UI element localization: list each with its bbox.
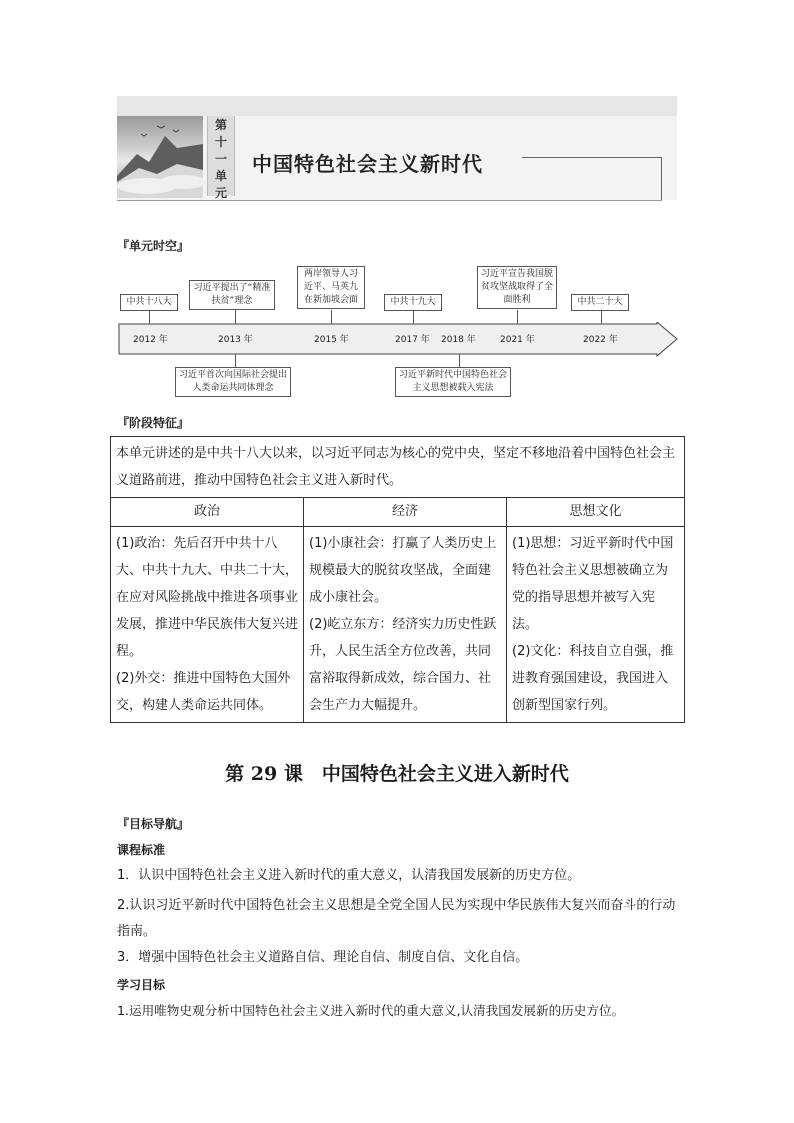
economy-cell: (1)小康社会：打赢了人类历史上规模最大的脱贫攻坚战，全面建成小康社会。 (2)屹立东方：经济实力历史性跃升，人民生活全方位改善，共同富裕取得新成效，综合国力、社会生产力大幅提升。 bbox=[304, 527, 507, 723]
mountain-image bbox=[117, 116, 203, 198]
timeline bbox=[117, 260, 682, 400]
event-box: 习近平提出了“精准扶贫”理念 bbox=[189, 280, 275, 310]
goal-item: 1.运用唯物史观分析中国特色社会主义进入新时代的重大意义,认清我国发展新的历史方位。 bbox=[117, 1003, 625, 1018]
tick bbox=[413, 310, 414, 324]
year-label: 2018 年 bbox=[441, 335, 476, 345]
tick bbox=[149, 310, 150, 324]
column-header-culture: 思想文化 bbox=[507, 498, 685, 527]
standard-item: 2.认识习近平新时代中国特色社会主义思想是全党全国人民为实现中华民族伟大复兴而奋斗的行动指南。 bbox=[117, 898, 676, 939]
tick bbox=[235, 310, 236, 324]
tick bbox=[459, 354, 460, 368]
unit-char: 十 bbox=[214, 135, 227, 149]
standard-item: 3．增强中国特色社会主义道路自信、理论自信、制度自信、文化自信。 bbox=[117, 950, 529, 965]
nav-heading: 『目标导航』 bbox=[117, 817, 190, 831]
title-rule bbox=[522, 157, 662, 158]
event-box: 习近平首次向国际社会提出人类命运共同体理念 bbox=[175, 367, 291, 397]
banner-bottom-rule bbox=[117, 200, 662, 201]
unit-char: 元 bbox=[214, 186, 227, 200]
year-label: 2013 年 bbox=[218, 335, 253, 345]
unit-char: 第 bbox=[214, 118, 227, 132]
timeline-heading: 『单元时空』 bbox=[117, 239, 190, 253]
event-box: 两岸领导人习近平、马英九在新加坡会面 bbox=[297, 266, 365, 309]
politics-cell: (1)政治：先后召开中共十八大、中共十九大、中共二十大，在应对风险挑战中推进各项事业发展，推进中华民族伟大复兴进程。 (2)外交：推进中国特色大国外交，构建人类命运共同体。 bbox=[111, 527, 304, 723]
year-label: 2015 年 bbox=[314, 335, 349, 345]
event-box: 习近平宣告我国脱贫攻坚战取得了全面胜利 bbox=[477, 266, 557, 309]
year-label: 2017 年 bbox=[395, 335, 430, 345]
tick bbox=[601, 310, 602, 324]
event-box: 中共二十大 bbox=[571, 294, 629, 311]
features-intro: 本单元讲述的是中共十八大以来，以习近平同志为核心的党中央，坚定不移地沿着中国特色社会主义道路前进，推动中国特色社会主义进入新时代。 bbox=[111, 437, 685, 498]
standard-heading: 课程标准 bbox=[117, 843, 166, 857]
goal-heading: 学习目标 bbox=[117, 978, 166, 992]
title-rule-vertical bbox=[661, 157, 662, 201]
event-box: 习近平新时代中国特色社会主义思想被载入宪法 bbox=[395, 367, 511, 397]
year-label: 2021 年 bbox=[500, 335, 535, 345]
column-header-economy: 经济 bbox=[304, 498, 507, 527]
lesson-title: 第 29 课 中国特色社会主义进入新时代 bbox=[225, 763, 569, 785]
unit-number-tab bbox=[207, 116, 235, 200]
event-box: 中共十九大 bbox=[384, 294, 442, 311]
tick bbox=[331, 310, 332, 324]
features-table bbox=[110, 436, 685, 723]
unit-char: 单 bbox=[214, 169, 227, 183]
event-box: 中共十八大 bbox=[120, 294, 178, 311]
unit-char: 一 bbox=[214, 152, 227, 166]
standard-item: 1．认识中国特色社会主义进入新时代的重大意义，认清我国发展新的历史方位。 bbox=[117, 868, 581, 883]
year-label: 2012 年 bbox=[133, 335, 168, 345]
banner-top-strip bbox=[117, 96, 677, 116]
year-label: 2022 年 bbox=[583, 335, 618, 345]
unit-title: 中国特色社会主义新时代 bbox=[252, 152, 483, 176]
culture-cell: (1)思想：习近平新时代中国特色社会主义思想被确立为党的指导思想并被写入宪法。 (2)文化：科技自立自强，推进教育强国建设，我国进入创新型国家行列。 bbox=[507, 527, 685, 723]
features-heading: 『阶段特征』 bbox=[117, 416, 190, 430]
column-header-politics: 政治 bbox=[111, 498, 304, 527]
tick bbox=[517, 310, 518, 324]
tick bbox=[235, 354, 236, 368]
